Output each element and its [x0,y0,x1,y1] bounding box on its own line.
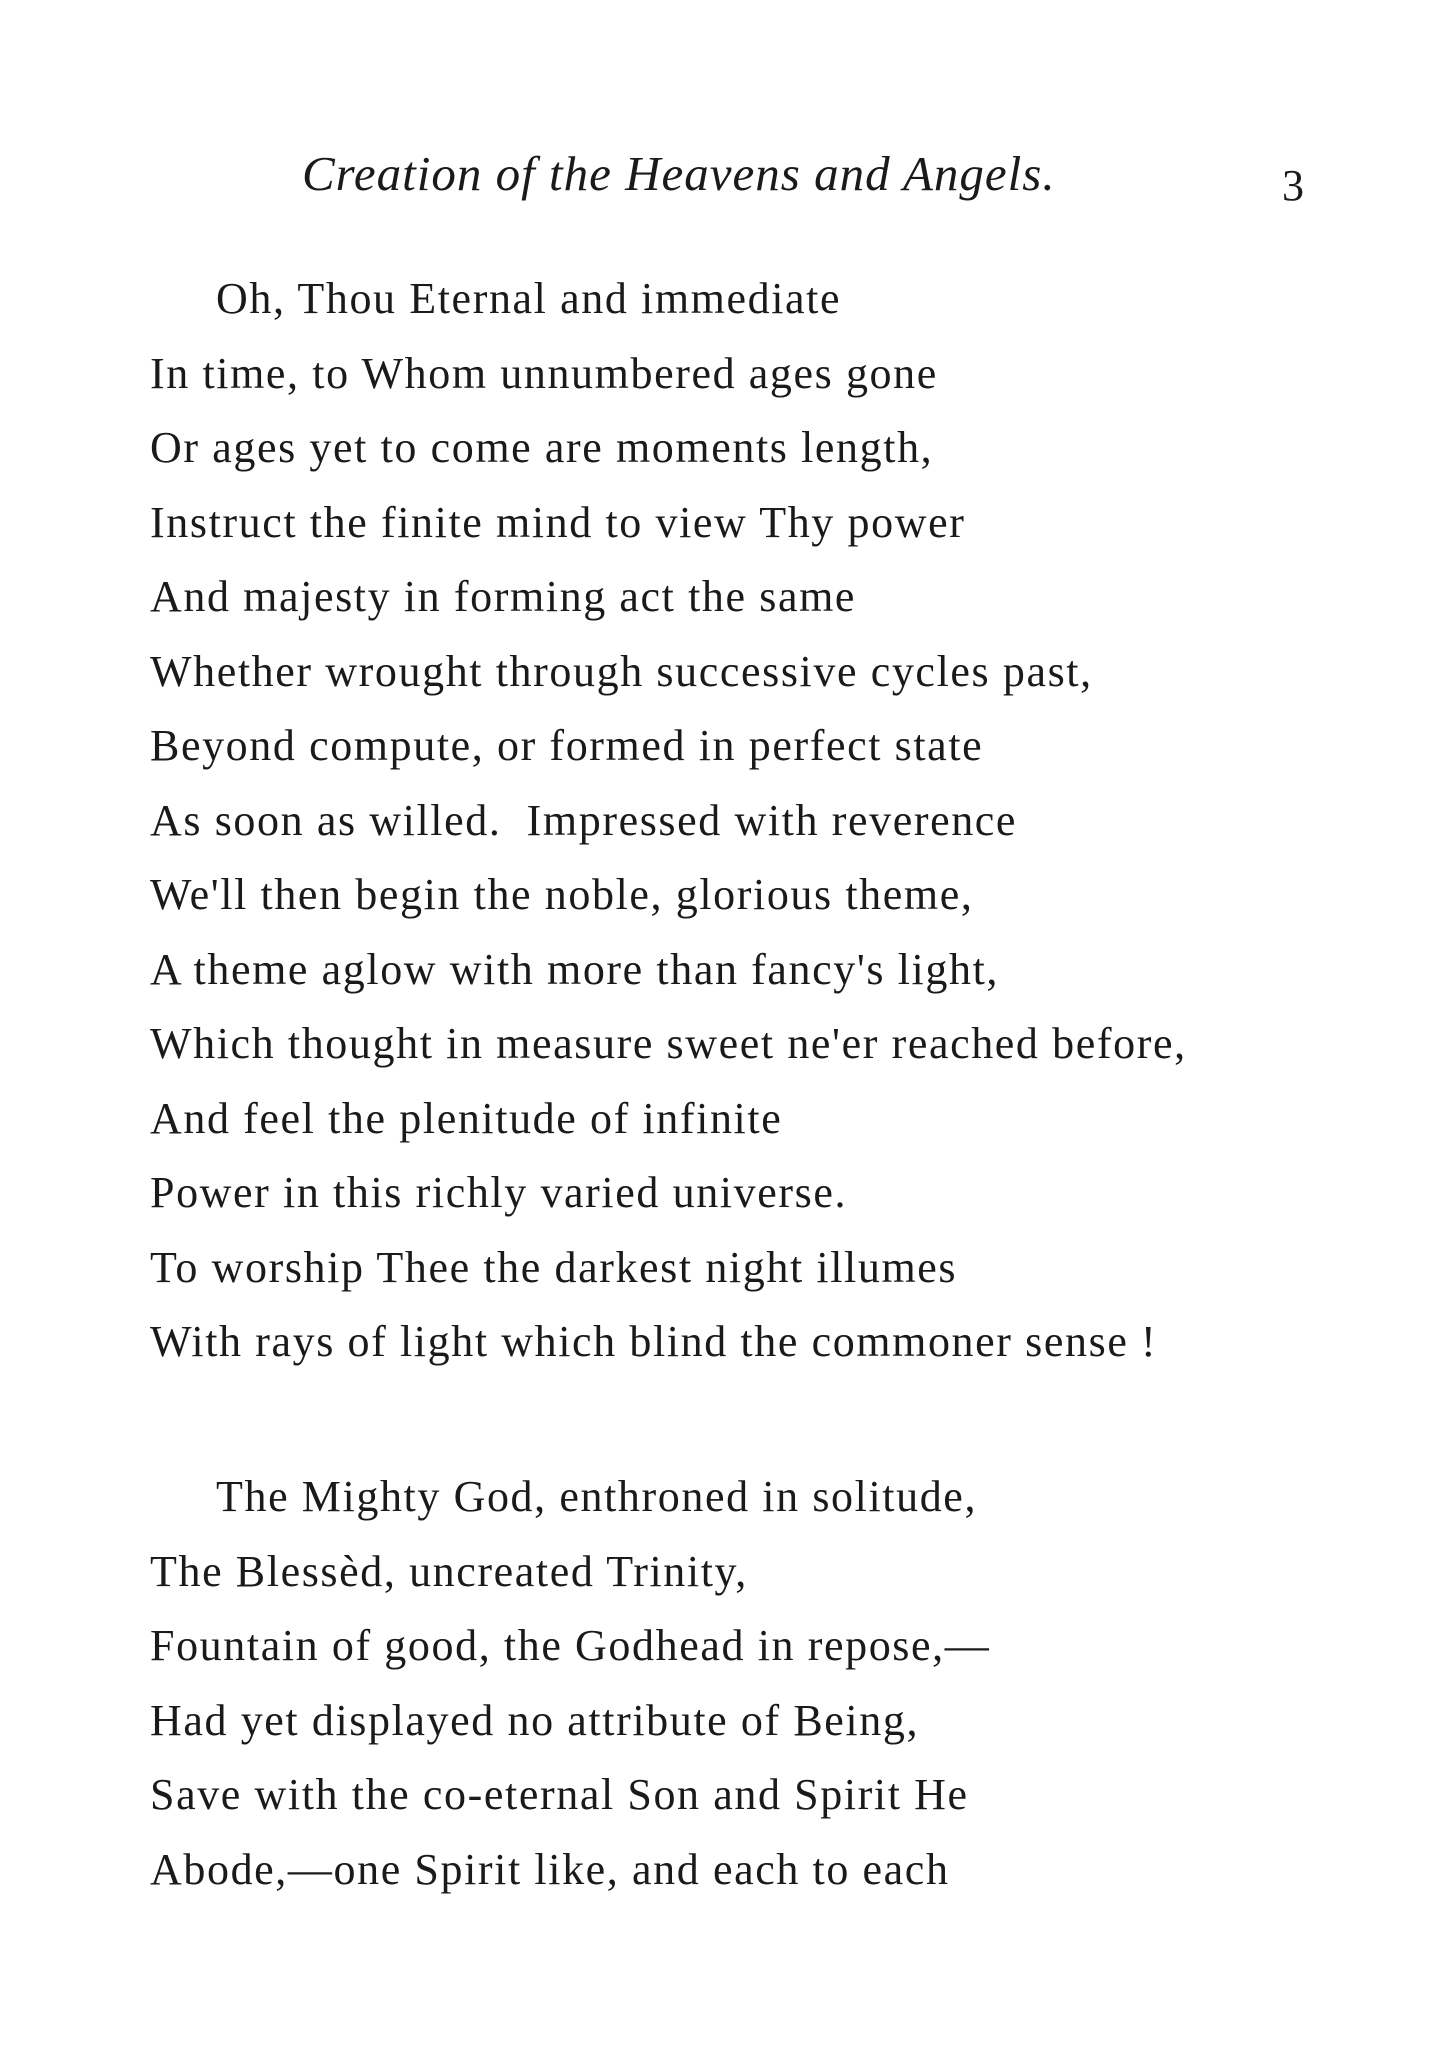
poem-line: With rays of light which blind the commoner sense ! [150,1317,1158,1366]
poem-line: The Mighty God, enthroned in solitude, [216,1472,978,1521]
poem-line: Whether wrought through successive cycles past, [150,646,1093,696]
poem-line: Instruct the finite mind to view Thy power [150,497,966,547]
poem-line: We'll then begin the noble, glorious theme, [150,870,974,919]
running-head: Creation of the Heavens and Angels. [302,146,1056,201]
poem-line: To worship Thee the darkest night illumes [150,1242,958,1292]
poem-line: And feel the plenitude of infinite [150,1093,783,1143]
poem-line: Abode,—one Spirit like, and each to each [150,1844,950,1894]
poem-line: Which thought in measure sweet ne'er reached before, [150,1019,1187,1068]
poem-line: Fountain of good, the Godhead in repose,— [150,1621,991,1670]
poem-line: The Blessèd, uncreated Trinity, [150,1546,748,1596]
poem-line: Power in this richly varied universe. [150,1168,848,1217]
poem-line: And majesty in forming act the same [150,572,857,621]
poem-line: As soon as willed. Impressed with reverence [150,795,1018,845]
stanza-2 [150,1460,990,1907]
poem-line: Beyond compute, or formed in perfect state [150,721,984,770]
poem-line: Or ages yet to come are moments length, [150,423,934,472]
poem-line: A theme aglow with more than fancy's light, [150,944,1000,994]
poem-line: Had yet displayed no attribute of Being, [150,1695,920,1745]
poem-line: In time, to Whom unnumbered ages gone [150,348,938,398]
page-number: 3 [1282,161,1304,210]
stanza-1 [150,262,1187,1380]
poem-line: Save with the co-eternal Son and Spirit He [150,1770,969,1819]
poem-line: Oh, Thou Eternal and immediate [216,274,842,323]
